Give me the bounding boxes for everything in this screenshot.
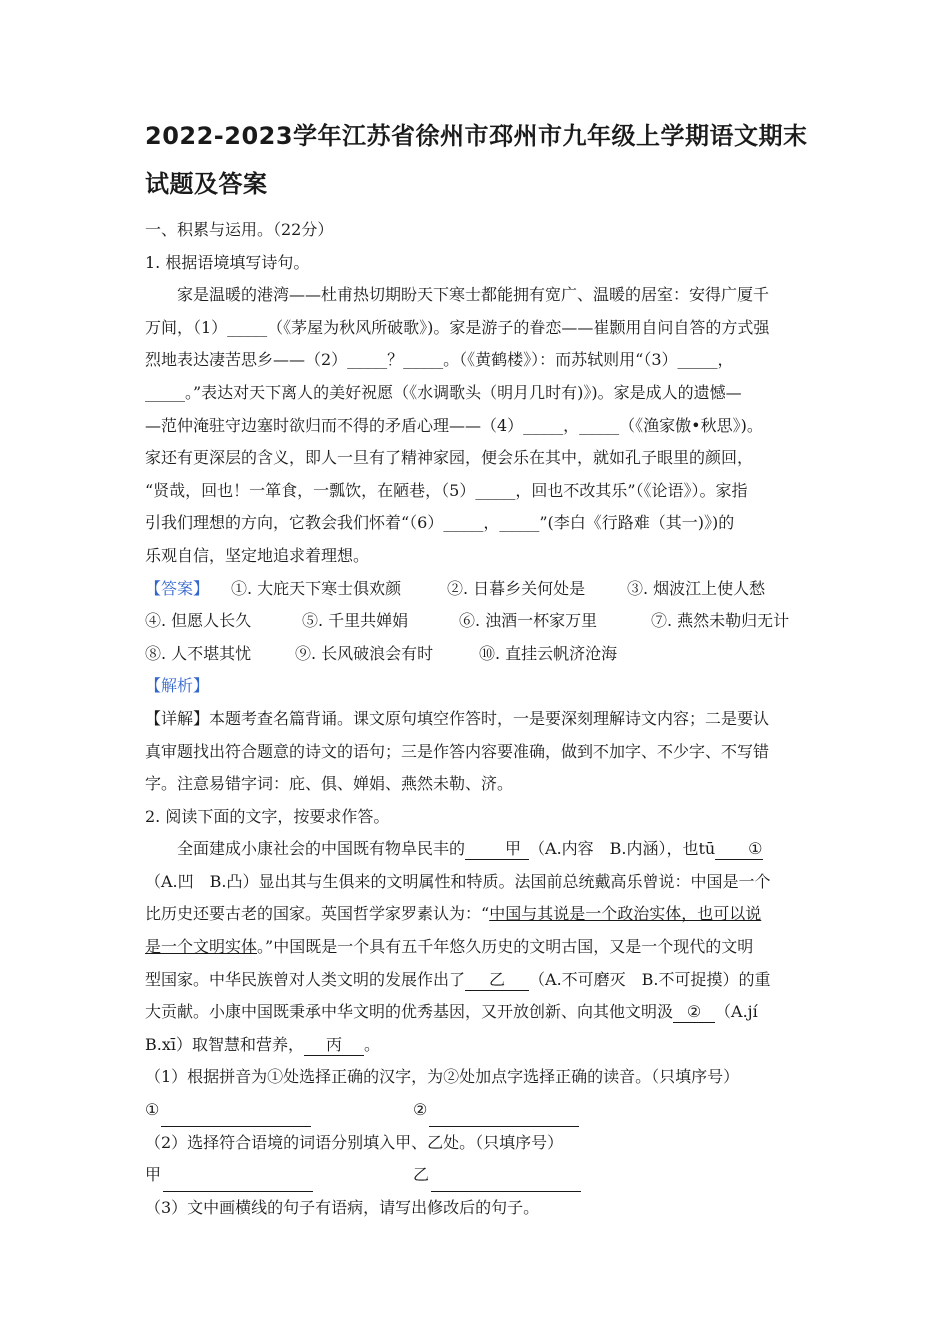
- passage-line: （A.凹 B.凸）显出其与生俱来的文明属性和特质。法国前总统戴高乐曾说：中国是一个: [145, 871, 771, 891]
- answer-blank[interactable]: [161, 1104, 311, 1127]
- answer-item: ③. 烟波江上使人愁: [627, 578, 766, 598]
- question-1-stem: 1. 根据语境填写诗句。: [145, 252, 310, 272]
- blank-jia: 甲: [465, 839, 529, 860]
- answer-item: ⑩. 直挂云帆济沧海: [479, 643, 618, 663]
- question-2-stem: 2. 阅读下面的文字，按要求作答。: [145, 806, 390, 826]
- passage-line: [145, 964, 810, 997]
- passage-text: “: [481, 904, 490, 924]
- passage-text: 型国家。中华民族曾对人类文明的发展作出了: [145, 969, 466, 989]
- passage-line: 烈地表达凄苦思乡——（2）_____？_____。（《黄鹤楼》）：而苏轼则用“（3）_____，: [145, 350, 734, 370]
- passage-line: [145, 1029, 810, 1062]
- answer-blanks-2: [145, 1159, 810, 1192]
- answer-item: ①. 大庇天下寒士俱欢颜: [231, 578, 402, 598]
- detail-line: 字。注意易错字词：庇、俱、婵娟、燕然未勒、济。: [145, 774, 514, 794]
- title-line-2: 试题及答案: [145, 170, 268, 198]
- answer-row-3: [145, 638, 810, 671]
- passage-line: [145, 898, 810, 931]
- sub-question-3: （3）文中画横线的句子有语病，请写出修改后的句子。: [145, 1197, 540, 1217]
- passage-line: “贤哉，回也！一箪食，一瓢饮，在陋巷，（5）_____，回也不改其乐”（《论语》）。家指: [145, 480, 748, 500]
- document-title: [145, 112, 810, 208]
- sub-question-2: （2）选择符合语境的词语分别填入甲、乙处。（只填序号）: [145, 1132, 564, 1152]
- blank-2: ②: [673, 1002, 715, 1023]
- blank-yi: 乙: [465, 970, 529, 991]
- sub-question-1: （1）根据拼音为①处选择正确的汉字，为②处加点字选择正确的读音。（只填序号）: [145, 1067, 740, 1087]
- blank-bing: 丙: [304, 1035, 364, 1056]
- passage-line: [145, 996, 810, 1029]
- answer-row-2: [145, 605, 810, 638]
- answer-item: ⑨. 长风破浪会有时: [295, 643, 434, 663]
- answer-item: ④. 但愿人长久: [145, 611, 252, 631]
- answer-label: 【答案】: [145, 578, 210, 598]
- passage-line: 万间，（1）_____（《茅屋为秋风所破歌》)。家是游子的眷恋——崔颢用自问自答的方式强: [145, 317, 770, 337]
- underlined-sentence: 是一个文明实体: [145, 937, 258, 957]
- passage-text: （A.jí: [715, 1002, 758, 1022]
- answer-cell: [413, 1094, 681, 1127]
- passage-line: 家是温暖的港湾——杜甫热切期盼天下寒士都能拥有宽广、温暖的居室：安得广厦千: [177, 285, 770, 305]
- answer-item: ⑥. 浊酒一杯家万里: [459, 611, 598, 631]
- passage-text: 比历史还要古老的国家。英国哲学家罗素认为：: [145, 904, 482, 924]
- question-1-passage: [145, 279, 810, 572]
- underlined-sentence: 中国与其说是一个政治实体，也可以说: [489, 904, 762, 924]
- passage-line: [145, 931, 810, 964]
- blank-label: 乙: [413, 1165, 430, 1185]
- answer-item: ⑧. 人不堪其忧: [145, 643, 252, 663]
- answer-row-1: [145, 573, 810, 606]
- blank-label: 甲: [145, 1165, 162, 1185]
- passage-text: 大贡献。小康中国既秉承中华文明的优秀基因，又开放创新、向其他文明汲: [145, 1002, 674, 1022]
- passage-line: 引我们理想的方向，它教会我们怀着“（6）_____，_____”(李白《行路难（其一)》)的: [145, 513, 735, 533]
- blank-1: ①: [715, 839, 763, 860]
- analysis-label: 【解析】: [145, 676, 210, 696]
- blank-label: ②: [413, 1100, 428, 1120]
- answer-item: ⑦. 燕然未勒归无计: [651, 611, 790, 631]
- passage-line: [145, 833, 810, 866]
- detail-line: 真审题找出符合题意的诗文的语句；三是作答内容要准确，做到不加字、不少字、不写错: [145, 741, 770, 761]
- passage-text: 全面建成小康社会的中国既有物阜民丰的: [177, 839, 466, 859]
- blank-label: ①: [145, 1100, 160, 1120]
- passage-text: 。”中国既是一个具有五千年悠久历史的文明古国，又是一个现代的文明: [257, 937, 754, 957]
- answer-blank[interactable]: [163, 1169, 313, 1192]
- passage-line: —范仲淹驻守边塞时欲归而不得的矛盾心理——（4）_____，_____（《渔家傲•秋思》)。: [145, 415, 763, 435]
- passage-text: 。: [364, 1034, 381, 1054]
- answer-blanks-1: [145, 1094, 810, 1127]
- answer-item: ②. 日暮乡关何处是: [447, 578, 586, 598]
- passage-text: （A.不可磨灭 B.不可捉摸）的重: [529, 969, 771, 989]
- passage-text: B.xī）取智慧和营养，: [145, 1034, 304, 1054]
- answer-item: ⑤. 千里共婵娟: [302, 611, 409, 631]
- answer-blank[interactable]: [429, 1104, 579, 1127]
- passage-line: 家还有更深层的含义，即人一旦有了精神家园，便会乐在其中，就如孔子眼里的颜回，: [145, 448, 754, 468]
- passage-text: （A.内容 B.内涵），也tū: [529, 839, 716, 859]
- detail-line: 【详解】本题考查名篇背诵。课文原句填空作答时，一是要深刻理解诗文内容；二是要认: [145, 708, 770, 728]
- passage-line: _____。”表达对天下离人的美好祝愿（《水调歌头（明月几时有)》)。家是成人的遗憾—: [145, 382, 742, 402]
- answer-blank[interactable]: [431, 1169, 581, 1192]
- title-line-1: 2022-2023学年江苏省徐州市邳州市九年级上学期语文期末: [145, 122, 808, 150]
- passage-line: 乐观自信，坚定地追求着理想。: [145, 545, 370, 565]
- answer-cell: [145, 1094, 413, 1127]
- answer-cell: [145, 1159, 413, 1192]
- question-2-passage: [145, 833, 810, 1061]
- section-heading: 一、积累与运用。（22分）: [145, 220, 334, 239]
- answer-cell: [413, 1159, 681, 1192]
